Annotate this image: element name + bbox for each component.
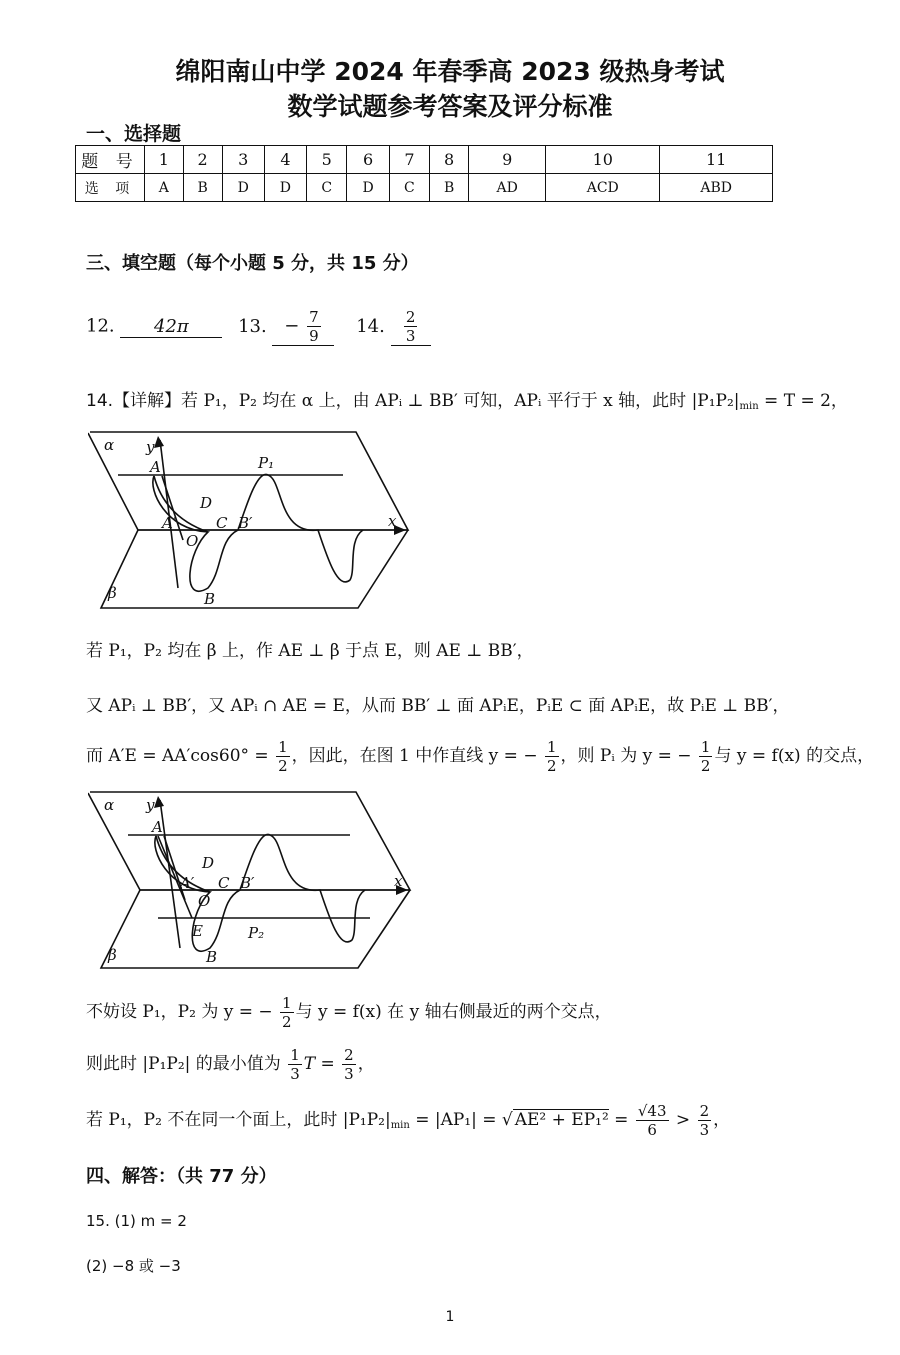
question-number: 4 (264, 146, 306, 174)
label-b: B (206, 948, 218, 966)
figure-2-diagram (88, 790, 423, 972)
q13-fraction (307, 308, 321, 345)
y-axis-arrow (154, 796, 164, 808)
numerator: 1 (700, 738, 711, 756)
label-b: B (204, 590, 216, 608)
denominator: 3 (699, 1121, 710, 1139)
label-c: C (216, 514, 228, 532)
exam-title: 绵阳南山中学 2024 年春季高 2023 级热身考试 (175, 57, 725, 86)
question-number: 9 (469, 146, 546, 174)
q13-numerator: 7 (309, 308, 319, 326)
label-b-prime: B′ (238, 514, 253, 532)
solution-text: = |AP₁| = (409, 1110, 497, 1130)
one-third-fraction (288, 1046, 302, 1083)
solution-para-3: 又 APᵢ ⊥ BB′，又 APᵢ ∩ AE = E，从而 BB′ ⊥ 面 APᵢE，PᵢE ⊂ 面 APᵢE，故 PᵢE ⊥ BB′， (86, 696, 790, 716)
solution-text: T = (303, 1054, 335, 1074)
section-fill-heading: 三、填空题（每个小题 5 分，共 15 分） (86, 253, 419, 274)
half-fraction (699, 738, 713, 775)
row-label: 选 项 (76, 174, 145, 202)
q15-part2: (2) −8 或 −3 (86, 1257, 181, 1275)
label-beta: β (108, 584, 117, 602)
label-a-prime: A′ (180, 874, 195, 892)
label-beta: β (108, 946, 117, 964)
solution-text: = (608, 1110, 629, 1130)
answer-cell: B (183, 174, 222, 202)
label-p1: P₁ (258, 454, 275, 472)
q13-answer (272, 308, 334, 346)
half-fraction (276, 738, 290, 775)
answer-cell: D (222, 174, 264, 202)
solution-text: 而 A′E = AA′cos60° = (86, 746, 269, 766)
plane-beta (101, 530, 408, 608)
answer-cell: AD (469, 174, 546, 202)
label-e: E (192, 922, 203, 940)
q12-number: 12. (86, 315, 115, 337)
answer-cell: D (264, 174, 306, 202)
solution-text: 则此时 |P₁P₂| 的最小值为 (86, 1054, 281, 1074)
label-x: x (388, 512, 397, 530)
denominator: 2 (282, 1013, 292, 1031)
numerator: 1 (290, 1046, 300, 1064)
solution-para-1 (86, 386, 848, 412)
section-choice-heading: 一、选择题 (86, 123, 182, 145)
sine-curve (153, 474, 363, 591)
denominator: 2 (278, 757, 288, 775)
label-y: y (146, 796, 155, 814)
label-o: O (198, 892, 211, 910)
two-thirds-fraction (342, 1046, 356, 1083)
solution-text: > (670, 1110, 691, 1130)
section-solve-heading: 四、解答：（共 77 分） (86, 1166, 277, 1187)
q13-number: 13. (238, 315, 267, 337)
solution-para-5 (86, 994, 612, 1031)
question-number: 1 (145, 146, 184, 174)
label-p2: P₂ (248, 924, 265, 942)
denominator: 2 (700, 757, 711, 775)
two-thirds-fraction (698, 1102, 712, 1139)
sqrt-expression: AE² + EP₁² (514, 1110, 609, 1130)
q13-denominator: 9 (309, 327, 319, 345)
label-a: A (150, 458, 161, 476)
numerator: 1 (278, 738, 288, 756)
half-fraction (280, 994, 294, 1031)
answer-cell: ABD (660, 174, 773, 202)
solution-para-4 (86, 738, 874, 775)
numerator: 1 (546, 738, 557, 756)
solution-text: 若 P₁，P₂ 均在 α 上，由 APᵢ ⊥ BB′ 可知，APᵢ 平行于 x 轴，此时 |P₁P₂| (181, 391, 740, 411)
question-number: 8 (430, 146, 469, 174)
label-a: A (152, 818, 163, 836)
answer-cell: ACD (546, 174, 660, 202)
label-alpha: α (104, 796, 115, 814)
solution-text: ，因此，在图 1 中作直线 y = − (291, 746, 538, 766)
solution-text: ， (357, 1054, 375, 1074)
q14-numerator: 2 (405, 308, 416, 326)
question-number: 11 (660, 146, 773, 174)
figure-1-diagram (88, 430, 418, 612)
subscript-min: min (739, 401, 759, 412)
question-number: 2 (183, 146, 222, 174)
q14-fraction (404, 308, 418, 345)
fill-answers (86, 308, 431, 346)
label-y: y (146, 438, 155, 456)
numerator: 1 (282, 994, 292, 1012)
solution-text: = T = 2， (758, 391, 848, 411)
q15-part1: 15. (1) m = 2 (86, 1212, 187, 1230)
y-axis-arrow (154, 436, 164, 448)
sqrt43-over-6 (636, 1102, 669, 1139)
q13-sign: − (284, 315, 300, 337)
solution-text: ，则 Pᵢ 为 y = − (560, 746, 692, 766)
question-number: 5 (307, 146, 347, 174)
question-number: 7 (389, 146, 429, 174)
question-number: 3 (222, 146, 264, 174)
denominator: 3 (290, 1065, 300, 1083)
answer-cell: C (307, 174, 347, 202)
page-number: 1 (445, 1309, 455, 1325)
q14-answer (391, 308, 431, 346)
label-o: O (186, 532, 199, 550)
q14-number: 14. (356, 315, 385, 337)
exam-subtitle: 数学试题参考答案及评分标准 (287, 92, 613, 121)
solution-para-6 (86, 1046, 375, 1083)
numerator: 2 (344, 1046, 354, 1064)
answer-cell: A (145, 174, 184, 202)
label-x: x (394, 872, 403, 890)
answer-cell: B (430, 174, 469, 202)
denominator: 6 (647, 1121, 657, 1139)
denominator: 3 (344, 1065, 354, 1083)
q14-denominator: 3 (405, 327, 416, 345)
row-label: 题 号 (76, 146, 145, 174)
denominator: 2 (546, 757, 557, 775)
numerator: √43 (637, 1102, 667, 1120)
question-number: 6 (347, 146, 389, 174)
solution-text: 与 y = f(x) 的交点， (714, 746, 875, 766)
answer-row (76, 174, 773, 202)
question-number-row (76, 146, 773, 174)
answer-cell: D (347, 174, 389, 202)
q12-answer: 42π (120, 316, 222, 338)
solution-text: ， (713, 1110, 731, 1130)
solution-text: 不妨设 P₁，P₂ 为 y = − (86, 1002, 273, 1022)
numerator: 2 (699, 1102, 710, 1120)
label-d: D (202, 854, 215, 872)
label-d: D (200, 494, 213, 512)
choice-answer-table (75, 145, 773, 202)
half-fraction (545, 738, 559, 775)
solution-lead: 14.【详解】 (86, 391, 182, 411)
subscript-min: min (390, 1120, 410, 1131)
solution-text: 与 y = f(x) 在 y 轴右侧最近的两个交点， (295, 1002, 612, 1022)
question-number: 10 (546, 146, 660, 174)
label-alpha: α (104, 436, 115, 454)
label-c: C (218, 874, 230, 892)
answer-cell: C (389, 174, 429, 202)
label-b-prime: B′ (240, 874, 255, 892)
solution-para-2: 若 P₁，P₂ 均在 β 上，作 AE ⊥ β 于点 E，则 AE ⊥ BB′， (86, 641, 534, 661)
solution-para-7: 若 P₁，P₂ 不在同一个面上，此时 $|P_1P_2|_{min} = |AP_1|$ = √ AE² + EP₁² = $\frac{√43}{6}$ > $\frac{2}{3}$ ， (86, 1102, 731, 1139)
label-a-prime: A′ (162, 514, 177, 532)
solution-text: 若 P₁，P₂ 不在同一个面上，此时 |P₁P₂| (86, 1110, 391, 1130)
